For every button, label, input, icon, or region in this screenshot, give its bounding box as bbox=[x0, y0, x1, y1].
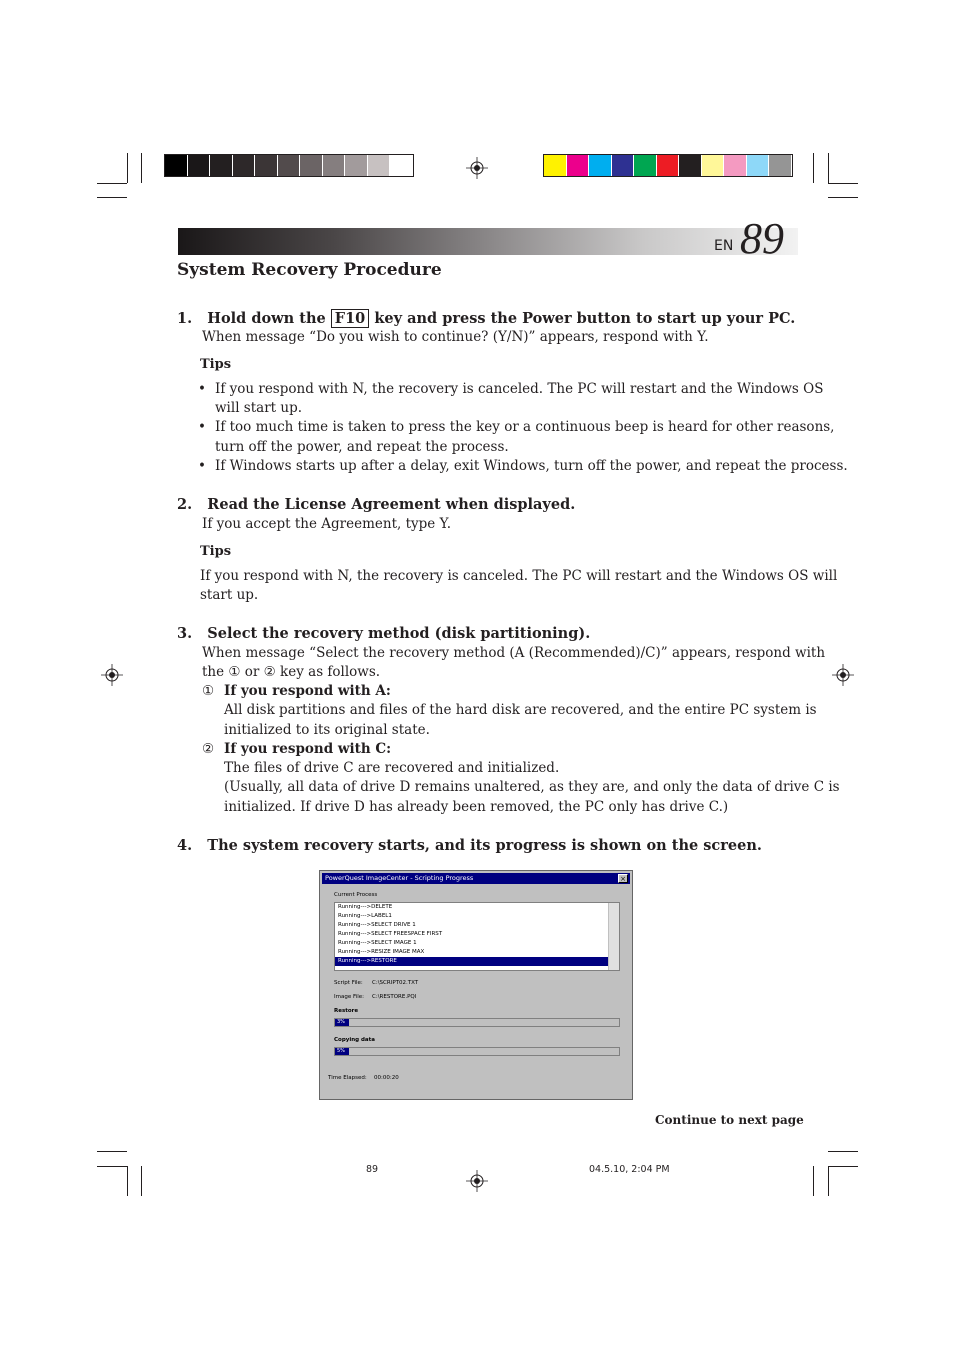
list-item[interactable]: Running--->SELECT DRIVE 1 bbox=[338, 922, 416, 928]
tips-label: Tips bbox=[200, 357, 232, 372]
step-1-text: key and press the Power button to start up your PC. bbox=[374, 310, 796, 327]
tip-line: If too much time is taken to press the key or a continuous beep is heard for other reasons, bbox=[215, 419, 835, 435]
step-4-text: The system recovery starts, and its progress is shown on the screen. bbox=[207, 837, 762, 854]
bullet-icon: • bbox=[198, 458, 206, 474]
step-1-description: When message “Do you wish to continue? (Y/N)” appears, respond with Y. bbox=[202, 329, 709, 345]
option-1-line: All disk partitions and files of the hard disk are recovered, and the entire PC system is bbox=[224, 702, 817, 718]
option-2-marker: ② bbox=[202, 741, 215, 757]
copying-progress-bar bbox=[334, 1047, 620, 1056]
script-file-label: Script File: bbox=[334, 980, 363, 986]
color-swatch bbox=[747, 155, 770, 176]
time-elapsed-value: 00:00:20 bbox=[374, 1075, 399, 1081]
language-label: EN bbox=[714, 238, 734, 254]
color-swatch bbox=[634, 155, 657, 176]
option-2-heading: If you respond with C: bbox=[224, 741, 392, 757]
registration-mark-icon bbox=[466, 157, 488, 179]
option-1-line: initialized to its original state. bbox=[224, 722, 430, 738]
option-1-heading: If you respond with A: bbox=[224, 683, 391, 699]
footer-timestamp: 04.5.10, 2:04 PM bbox=[589, 1164, 670, 1175]
list-item[interactable]: Running--->RESIZE IMAGE MAX bbox=[338, 949, 425, 955]
registration-mark-icon bbox=[466, 1170, 488, 1192]
window-titlebar bbox=[322, 873, 630, 884]
gray-swatch bbox=[323, 155, 346, 176]
gray-swatch bbox=[345, 155, 368, 176]
continue-note: Continue to next page bbox=[655, 1113, 804, 1127]
gray-swatch bbox=[165, 155, 188, 176]
script-file-value: C:\SCRIPT02.TXT bbox=[372, 980, 419, 986]
color-bar bbox=[543, 154, 793, 177]
gray-swatch bbox=[210, 155, 233, 176]
gray-swatch bbox=[188, 155, 211, 176]
step-number: 4. bbox=[177, 837, 193, 854]
gray-swatch bbox=[255, 155, 278, 176]
copying-progress-fill: 5% bbox=[335, 1048, 349, 1055]
color-swatch bbox=[702, 155, 725, 176]
image-file-value: C:\RESTORE.PQI bbox=[372, 994, 417, 1000]
step-3-heading bbox=[177, 624, 590, 644]
gray-swatch bbox=[233, 155, 256, 176]
step-3-description: When message “Select the recovery method (A (Recommended)/C)” appears, respond with bbox=[202, 645, 826, 661]
image-file-label: Image File: bbox=[334, 994, 365, 1000]
bullet-icon: • bbox=[198, 419, 206, 435]
list-item[interactable]: Running--->DELETE bbox=[338, 904, 393, 910]
step-2-heading bbox=[177, 495, 575, 515]
step-2-description: If you accept the Agreement, type Y. bbox=[202, 516, 452, 532]
step-3-description: the ① or ② key as follows. bbox=[202, 664, 381, 680]
close-button[interactable]: × bbox=[618, 874, 628, 883]
window-title: PowerQuest ImageCenter - Scripting Progress bbox=[325, 874, 474, 882]
step-number: 3. bbox=[177, 625, 193, 642]
tip-line: turn off the power, and repeat the process. bbox=[215, 439, 509, 455]
f10-key-label: F10 bbox=[331, 309, 369, 328]
gray-swatch bbox=[368, 155, 391, 176]
tip-line: start up. bbox=[200, 587, 259, 603]
color-swatch bbox=[544, 155, 567, 176]
gray-swatch bbox=[278, 155, 301, 176]
step-2-text: Read the License Agreement when displayed. bbox=[207, 496, 576, 513]
section-title: System Recovery Procedure bbox=[177, 260, 442, 280]
time-elapsed-label: Time Elapsed: bbox=[328, 1075, 367, 1081]
step-3-text: Select the recovery method (disk partitioning). bbox=[207, 625, 591, 642]
list-scrollbar[interactable] bbox=[608, 903, 619, 970]
tip-line: If you respond with N, the recovery is canceled. The PC will restart and the Windows OS will bbox=[200, 568, 838, 584]
step-number: 2. bbox=[177, 496, 193, 513]
color-swatch bbox=[589, 155, 612, 176]
process-list[interactable] bbox=[334, 902, 620, 971]
color-swatch bbox=[769, 155, 792, 176]
list-item[interactable]: Running--->LABEL1 bbox=[338, 913, 392, 919]
bullet-icon: • bbox=[198, 381, 206, 397]
option-1-marker: ① bbox=[202, 683, 215, 699]
tips-label: Tips bbox=[200, 544, 232, 559]
footer-page-number: 89 bbox=[366, 1164, 379, 1175]
list-item[interactable]: Running--->RESTORE bbox=[335, 957, 619, 966]
list-item[interactable]: Running--->SELECT IMAGE 1 bbox=[338, 940, 417, 946]
step-4-heading bbox=[177, 836, 762, 856]
color-swatch bbox=[657, 155, 680, 176]
list-item[interactable]: Running--->SELECT FREESPACE FIRST bbox=[338, 931, 443, 937]
registration-mark-icon bbox=[101, 664, 123, 686]
header-gradient-bar bbox=[178, 228, 798, 255]
restore-progress-fill: 3% bbox=[335, 1019, 349, 1026]
restore-label: Restore bbox=[334, 1008, 359, 1014]
gray-swatch bbox=[300, 155, 323, 176]
current-process-label: Current Process bbox=[334, 892, 378, 898]
option-2-line: (Usually, all data of drive D remains unaltered, as they are, and only the data of drive C is bbox=[224, 779, 840, 795]
tip-line: will start up. bbox=[215, 400, 302, 416]
color-swatch bbox=[724, 155, 747, 176]
color-swatch bbox=[567, 155, 590, 176]
scripting-progress-window bbox=[319, 870, 633, 1100]
tip-line: If Windows starts up after a delay, exit Windows, turn off the power, and repeat the process. bbox=[215, 458, 848, 474]
registration-mark-icon bbox=[832, 664, 854, 686]
color-swatch bbox=[679, 155, 702, 176]
page-number: 89 bbox=[740, 214, 784, 263]
color-swatch bbox=[612, 155, 635, 176]
copying-label: Copying data bbox=[334, 1037, 375, 1043]
grayscale-bar bbox=[164, 154, 414, 177]
step-number: 1. bbox=[177, 310, 193, 327]
step-1-text: Hold down the bbox=[207, 310, 326, 327]
restore-progress-bar bbox=[334, 1018, 620, 1027]
option-2-line: initialized. If drive D has already been removed, the PC only has drive C.) bbox=[224, 799, 729, 815]
option-2-line: The files of drive C are recovered and initialized. bbox=[224, 760, 560, 776]
gray-swatch bbox=[390, 155, 413, 176]
tip-line: If you respond with N, the recovery is canceled. The PC will restart and the Windows OS bbox=[215, 381, 824, 397]
step-1-heading bbox=[177, 309, 795, 329]
